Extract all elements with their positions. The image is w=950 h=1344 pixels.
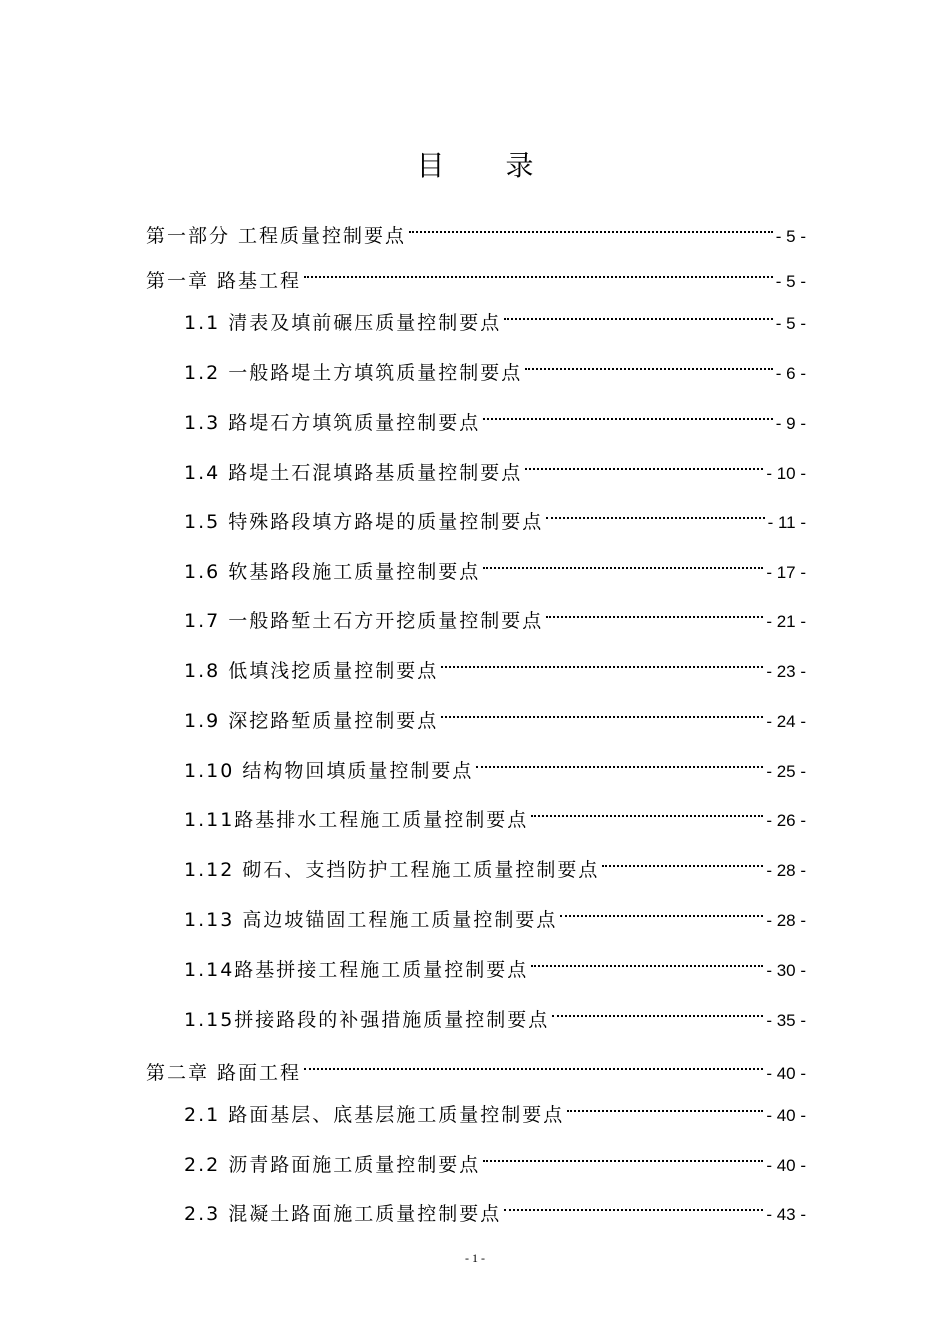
toc-page-number: - 25 - bbox=[766, 762, 806, 781]
toc-entry[interactable] bbox=[184, 697, 806, 732]
toc-entry[interactable] bbox=[184, 796, 806, 831]
toc-entry[interactable] bbox=[184, 846, 806, 881]
toc-page-number: - 5 - bbox=[775, 272, 806, 291]
toc-dot-leader bbox=[546, 498, 764, 528]
toc-dot-leader bbox=[476, 747, 763, 777]
toc-entry-text: 1.11路基排水工程施工质量控制要点 bbox=[184, 809, 529, 831]
toc-dot-leader bbox=[441, 697, 763, 727]
toc-page-number: - 40 - bbox=[766, 1064, 806, 1083]
toc-entry-text: 1.13 高边坡锚固工程施工质量控制要点 bbox=[184, 909, 558, 931]
toc-entry[interactable] bbox=[184, 299, 806, 334]
toc-page-number: - 5 - bbox=[775, 227, 806, 246]
toc-entry-text: 1.2 一般路堤土方填筑质量控制要点 bbox=[184, 362, 523, 384]
toc-entry[interactable] bbox=[146, 212, 806, 247]
toc-entry[interactable] bbox=[184, 1190, 806, 1225]
toc-entry[interactable] bbox=[184, 946, 806, 981]
toc-entry-text: 1.3 路堤石方填筑质量控制要点 bbox=[184, 412, 481, 434]
toc-entry[interactable] bbox=[184, 548, 806, 583]
toc-dot-leader bbox=[304, 257, 773, 287]
toc-entry-text: 2.3 混凝土路面施工质量控制要点 bbox=[184, 1203, 502, 1225]
toc-entry-text: 第一章 路基工程 bbox=[146, 270, 302, 292]
toc-page-number: - 17 - bbox=[766, 563, 806, 582]
page-footer-number: - 1 - bbox=[465, 1251, 485, 1265]
toc-dot-leader bbox=[560, 896, 763, 926]
toc-page-number: - 10 - bbox=[766, 464, 806, 483]
toc-entry[interactable] bbox=[184, 1141, 806, 1176]
toc-page-number: - 23 - bbox=[766, 662, 806, 681]
toc-entry-text: 1.1 清表及填前碾压质量控制要点 bbox=[184, 312, 502, 334]
toc-dot-leader bbox=[531, 946, 763, 976]
toc-dot-leader bbox=[504, 1190, 763, 1220]
toc-entry-text: 2.1 路面基层、底基层施工质量控制要点 bbox=[184, 1104, 565, 1126]
toc-entry-text: 1.8 低填浅挖质量控制要点 bbox=[184, 660, 439, 682]
toc-page-number: - 9 - bbox=[775, 414, 806, 433]
toc-page-number: - 28 - bbox=[766, 911, 806, 930]
toc-entry[interactable] bbox=[184, 996, 806, 1031]
toc-page-number: - 28 - bbox=[766, 861, 806, 880]
toc-dot-leader bbox=[552, 996, 763, 1026]
toc-page-number: - 35 - bbox=[766, 1011, 806, 1030]
toc-entry-text: 1.14路基拼接工程施工质量控制要点 bbox=[184, 959, 529, 981]
toc-page-number: - 5 - bbox=[775, 314, 806, 333]
toc-page-number: - 24 - bbox=[766, 712, 806, 731]
toc-entry-text: 1.15拼接路段的补强措施质量控制要点 bbox=[184, 1009, 550, 1031]
toc-entry[interactable] bbox=[146, 1049, 806, 1084]
toc-entry[interactable] bbox=[184, 349, 806, 384]
toc-dot-leader bbox=[531, 796, 763, 826]
toc-page-number: - 30 - bbox=[766, 961, 806, 980]
toc-dot-leader bbox=[409, 212, 773, 242]
toc-entry-text: 1.10 结构物回填质量控制要点 bbox=[184, 760, 474, 782]
toc-dot-leader bbox=[567, 1091, 763, 1121]
toc-page-number: - 43 - bbox=[766, 1205, 806, 1224]
toc-dot-leader bbox=[525, 449, 763, 479]
toc-entry[interactable] bbox=[184, 647, 806, 682]
toc-dot-leader bbox=[602, 846, 763, 876]
toc-page-number: - 40 - bbox=[766, 1156, 806, 1175]
toc-entry-text: 1.7 一般路堑土石方开挖质量控制要点 bbox=[184, 610, 544, 632]
toc-entry-text: 1.4 路堤土石混填路基质量控制要点 bbox=[184, 462, 523, 484]
toc-entry[interactable] bbox=[184, 498, 806, 533]
toc-page-number: - 6 - bbox=[775, 364, 806, 383]
toc-entry-text: 1.5 特殊路段填方路堤的质量控制要点 bbox=[184, 511, 544, 533]
toc-page-number: - 40 - bbox=[766, 1106, 806, 1125]
toc-dot-leader bbox=[546, 597, 763, 627]
toc-entry-text: 1.12 砌石、支挡防护工程施工质量控制要点 bbox=[184, 859, 600, 881]
toc-entry[interactable] bbox=[146, 257, 806, 292]
toc-entry[interactable] bbox=[184, 399, 806, 434]
toc-dot-leader bbox=[304, 1049, 763, 1079]
toc-entry[interactable] bbox=[184, 449, 806, 484]
toc-entry-text: 1.6 软基路段施工质量控制要点 bbox=[184, 561, 481, 583]
toc-dot-leader bbox=[483, 399, 773, 429]
toc-page-number: - 21 - bbox=[766, 612, 806, 631]
toc-entry-text: 第一部分 工程质量控制要点 bbox=[146, 225, 407, 247]
toc-entry-text: 第二章 路面工程 bbox=[146, 1062, 302, 1084]
toc-page-number: - 11 - bbox=[767, 513, 806, 532]
toc-dot-leader bbox=[441, 647, 763, 677]
toc-page-number: - 26 - bbox=[766, 811, 806, 830]
toc-entry[interactable] bbox=[184, 1091, 806, 1126]
toc-entry-text: 2.2 沥青路面施工质量控制要点 bbox=[184, 1154, 481, 1176]
toc-dot-leader bbox=[483, 548, 763, 578]
toc-entry[interactable] bbox=[184, 597, 806, 632]
toc-title: 目 录 bbox=[416, 149, 560, 182]
toc-dot-leader bbox=[525, 349, 773, 379]
toc-entry[interactable] bbox=[184, 896, 806, 931]
toc-entry-text: 1.9 深挖路堑质量控制要点 bbox=[184, 710, 439, 732]
toc-dot-leader bbox=[504, 299, 773, 329]
toc-entry[interactable] bbox=[184, 747, 806, 782]
toc-dot-leader bbox=[483, 1141, 763, 1171]
